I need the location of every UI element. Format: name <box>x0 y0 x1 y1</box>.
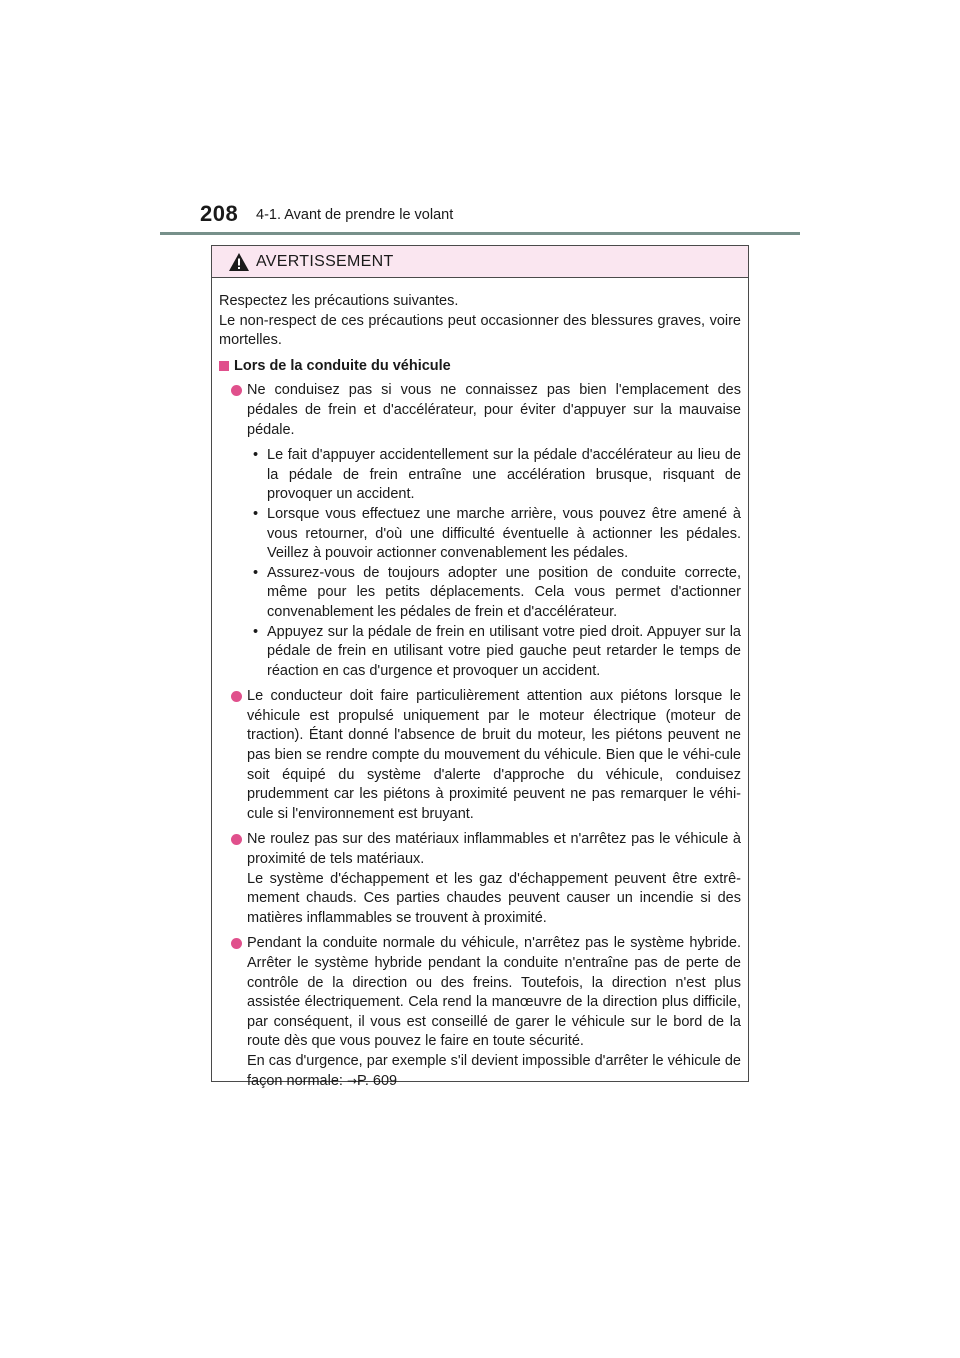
bullet-dot-icon: • <box>253 564 259 581</box>
dot-bullet-icon <box>231 691 242 702</box>
sub-item-text: Assurez-vous de toujours adopter une position de conduite correcte, même pour les petits déplacements. Cela vous permet d'actionner convenablement les pédales de frein et d'accélérateur. <box>267 564 741 620</box>
list-item <box>231 381 741 681</box>
list-item <box>231 934 741 1091</box>
section-title: 4-1. Avant de prendre le volant <box>256 207 454 223</box>
sub-list <box>247 446 741 681</box>
warning-triangle-icon <box>228 252 250 272</box>
item-text: Ne conduisez pas si vous ne connaissez pas bien l'emplacement des pédales de frein et d'accélérateur, pour éviter d'appuyer sur la mauvaise pédale. <box>247 382 741 438</box>
header-rule <box>160 232 800 235</box>
list-item <box>231 830 741 928</box>
bullet-dot-icon: • <box>253 505 259 522</box>
intro-line: Respectez les précautions suivantes. <box>219 293 459 309</box>
page-number: 208 <box>200 201 239 226</box>
bullet-dot-icon: • <box>253 447 259 464</box>
intro-line: Le non-respect de ces précautions peut occasionner des blessures graves, voire mortelles. <box>219 312 741 349</box>
square-bullet-icon <box>219 361 229 371</box>
bullet-dot-icon: • <box>253 623 259 640</box>
subhead-label: Lors de la conduite du véhicule <box>234 357 451 374</box>
sub-list-item <box>247 564 741 623</box>
sub-item-text: Le fait d'appuyer accidentellement sur la pédale d'accélérateur au lieu de la pédale de frein entraîne une accélération brusque, risquant de provoquer un accident. <box>267 447 741 503</box>
item-text: Ne roulez pas sur des matériaux inflammables et n'arrêtez pas le véhicule à proximité de tels matériaux. <box>247 831 741 868</box>
warning-box <box>211 245 749 1089</box>
dot-bullet-icon <box>231 938 242 949</box>
page-reference-link[interactable]: P. 609 <box>357 1072 398 1089</box>
arrow-right-icon: → <box>346 1073 358 1088</box>
list-item <box>231 687 741 824</box>
dot-bullet-icon <box>231 834 242 845</box>
item-text: Le conducteur doit faire particulièrement attention aux piétons lorsque le véhicule est propulsé uniquement par le moteur électrique (moteur de traction). Étant donné l'absence de bruit du moteur, les piétons peuvent ne pas bien se rendre compte du mouvement du véhicule. Bien que le véhi-cule soit équipé du système d'alerte d'approche du véhicule, conduisez prudemment car les piétons à proximité peuvent ne pas remarquer le véhi-cule si l'environnement est bruyant. <box>247 688 741 822</box>
warning-body <box>212 278 748 1091</box>
sub-list-item <box>247 505 741 564</box>
item-text: Le système d'échappement et les gaz d'échappement peuvent être extrê-mement chauds. Ces parties chaudes peuvent causer un incendie si des matières inflammables se trouvent à proximité. <box>247 870 741 926</box>
sub-list-item <box>247 446 741 505</box>
item-text-last <box>247 1052 741 1091</box>
warning-header <box>212 246 748 278</box>
emergency-text: En cas d'urgence, par exemple s'il devient impossible d'arrêter le véhicule de façon normale: <box>247 1052 741 1089</box>
sub-item-text: Appuyez sur la pédale de frein en utilisant votre pied droit. Appuyer sur la pédale de frein en utilisant votre pied gauche peut retarder le temps de réaction en cas d'urgence et provoquer un accident. <box>267 623 741 679</box>
warning-title: AVERTISSEMENT <box>256 252 394 270</box>
sub-list-item <box>247 623 741 682</box>
sub-item-text: Lorsque vous effectuez une marche arrière, vous pouvez être amené à vous retourner, d'où une difficulté éventuelle à actionner les pédales. Veillez à pouvoir actionner convenablement les pédales. <box>267 505 741 562</box>
dot-bullet-icon <box>231 385 242 396</box>
item-text: Pendant la conduite normale du véhicule, n'arrêtez pas le système hybride. Arrêter le système hybride pendant la conduite n'entraîne pas de perte de contrôle de la direction ou des freins. Toutefois, la direction n'est plus assistée électriquement. Cela rend la manœuvre de la direction plus difficile, par conséquent, il vous est conseillé de garer le véhicule sur le bord de la route dès que vous pouvez le faire en toute sécurité. <box>247 935 741 1050</box>
subhead <box>219 357 741 377</box>
